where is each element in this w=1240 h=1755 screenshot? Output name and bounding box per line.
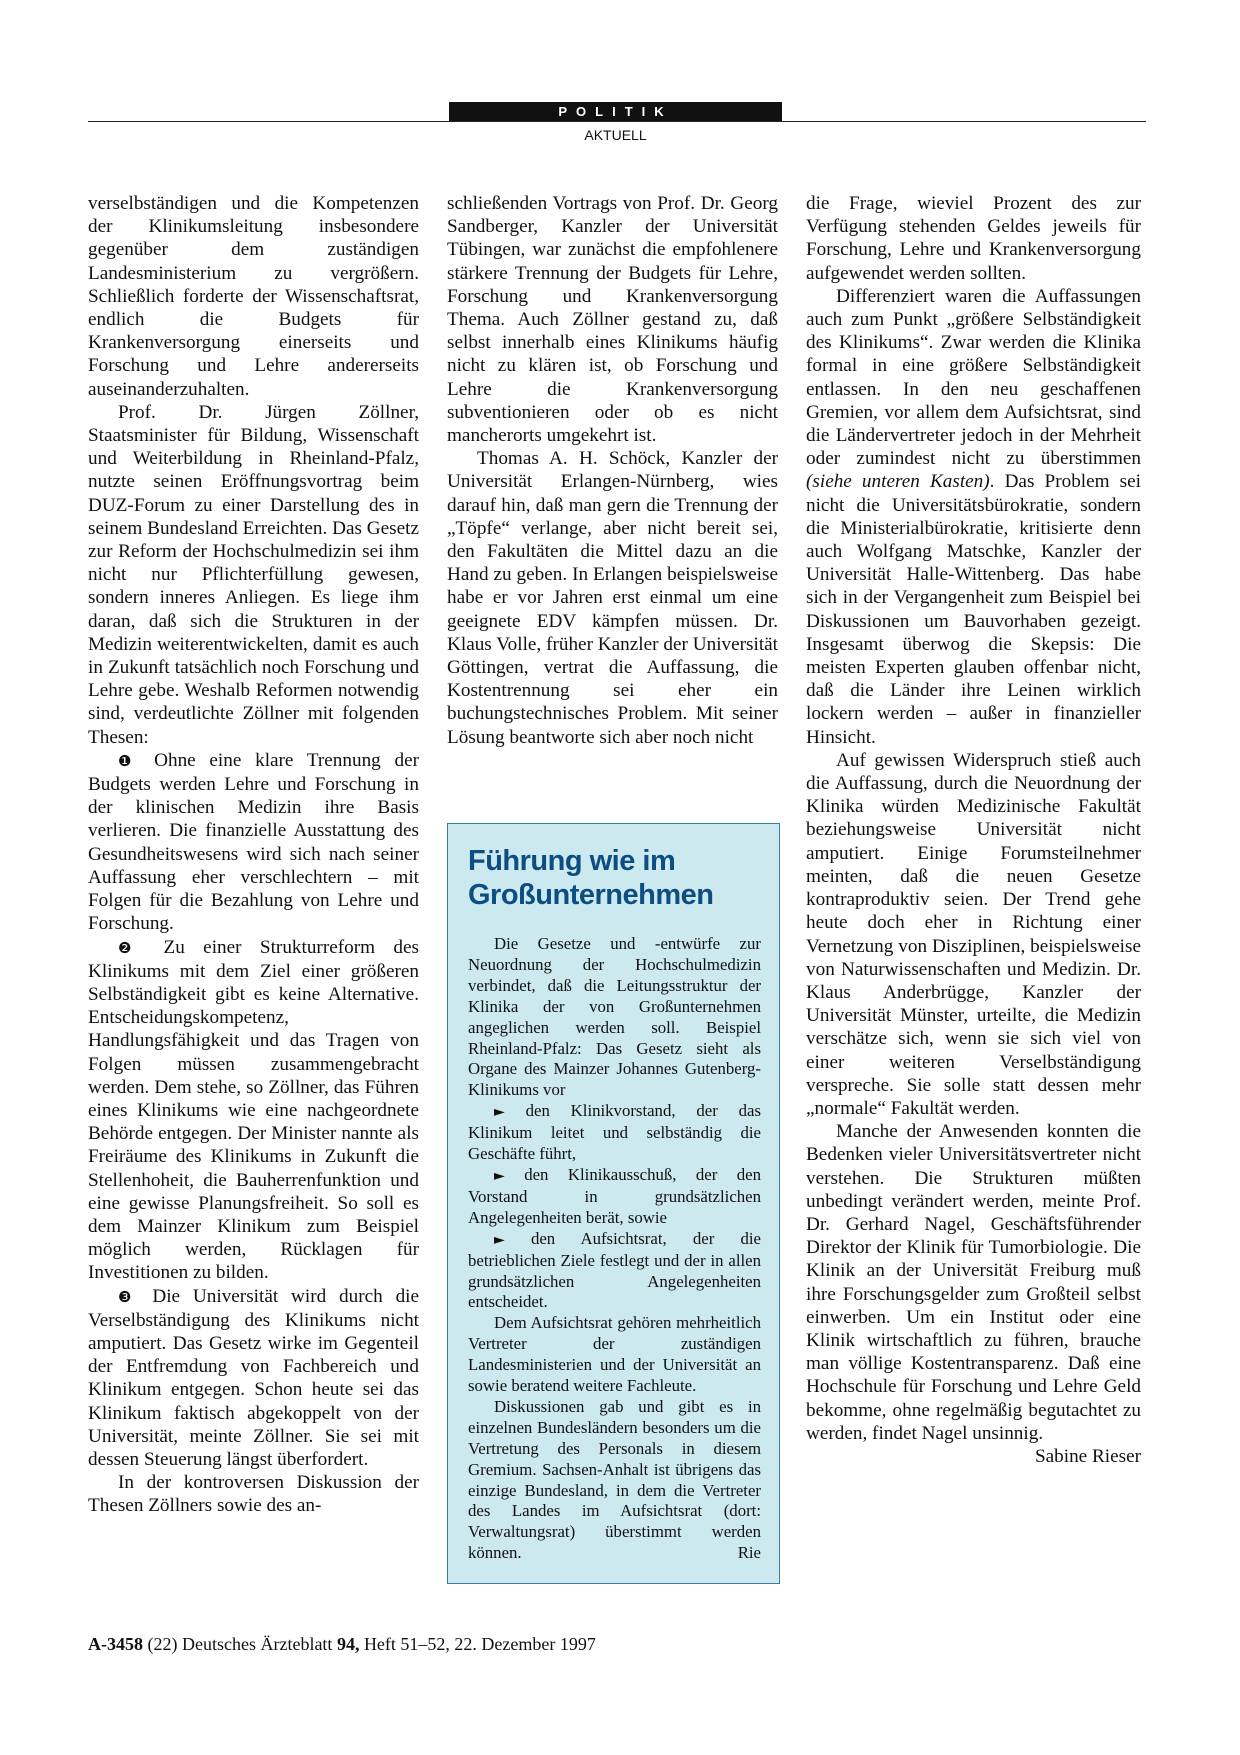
- page-number: A-3458: [88, 1634, 143, 1654]
- author-name: Sabine Rieser: [1034, 1445, 1141, 1467]
- paragraph: schließenden Vortrags von Prof. Dr. Georg Sandberger, Kanzler der Universität Tübingen, war zunächst die empfohlenere stärkere Trennung der Budgets für Lehre, Forschung und Krankenversorgung Thema. Auch Zöllner gestand zu, daß selbst innerhalb eines Klinikums häufig nicht zu klären ist, ob Forschung und Lehre die Krankenversorgung subventionieren oder ob es nicht mancherorts umgekehrt ist.: [447, 193, 778, 447]
- arrow-right-icon: ►: [494, 1167, 505, 1184]
- box-body: [468, 934, 761, 1564]
- paragraph-text: . Das Problem sei nicht die Universitätsbürokratie, sondern die Ministerialbürokratie, kritisierte denn auch Wolfgang Matschke, Kanzler der Universität Halle-Wittenberg. Das habe sich in der Vergangenheit zum Beispiel bei Diskussionen um Bauvorhaben gezeigt. Insgesamt überwog die Skepsis: Die meisten Experten glauben offenbar nicht, daß die Länder ihre Leinen wirklich lockern werden – außer in finanzieller Hinsicht.: [806, 471, 1141, 748]
- thesis-2: [88, 936, 419, 1285]
- number-3-icon: ❸: [118, 1287, 140, 1306]
- paragraph: Prof. Dr. Jürgen Zöllner, Staatsminister für Bildung, Wissenschaft und Weiterbildung in Rheinland-Pfalz, nutzte seinen Eröffnungsvortrag beim DUZ-Forum zu einer Darstellung des in seinem Bundesland Erreichten. Das Gesetz zur Reform der Hochschulmedizin sei ihm nicht nur Pflichterfüllung gewesen, sondern inneres Anliegen. Es liege ihm daran, daß sich die Strukturen in der Medizin weiterentwickelten, damit es auch in Zukunft tatsächlich noch Forschung und Lehre gebe. Weshalb Reformen notwendig sind, verdeutlichte Zöllner mit folgenden Thesen:: [88, 401, 419, 748]
- article-column-3: [806, 192, 1141, 1468]
- box-bullet-3: [468, 1229, 761, 1314]
- bullet-text: den Klinikvorstand, der das Klinikum leitet und selbständig die Geschäfte führt,: [468, 1101, 761, 1164]
- thesis-text: Die Universität wird durch die Verselbständigung des Klinikums nicht amputiert. Das Gesetz wirke im Gegenteil der Entfremdung von Fachbereich und Klinikum entgegen. Schon heute sei das Klinikum faktisch abgekoppelt von der Universität, meinte Zöllner. Sie sei mit dessen Steuerung längst überfordert.: [88, 1285, 420, 1470]
- box-title-line-1: Führung wie im: [468, 845, 676, 877]
- box-title-line-2: Großunternehmen: [468, 879, 714, 911]
- thesis-text: Zu einer Strukturreform des Klinikums mit dem Ziel einer größeren Selbständigkeit gibt es keine Alternative. Entscheidungskompetenz, Handlungsfähigkeit und das Tragen von Folgen müssen zusammengebracht werden. Dem stehe, so Zöllner, das Führen eines Klinikums wie eine nachgeordnete Behörde entgegen. Der Minister nannte als Freiräume des Klinikums in Zukunft die Stellenhoheit, die Bauherrenfunktion und eine gewisse Planungsfreiheit. So soll es dem Mainzer Klinikum zum Beispiel möglich werden, Rücklagen für Investitionen zu bilden.: [88, 936, 420, 1284]
- arrow-right-icon: ►: [494, 1104, 505, 1121]
- footer-issue: Heft 51–52, 22. Dezember 1997: [363, 1634, 596, 1654]
- number-1-icon: ❶: [118, 751, 141, 770]
- paragraph: die Frage, wieviel Prozent des zur Verfügung stehenden Geldes jeweils für Forschung, Lehre und Krankenversorgung aufgewendet werden sollten.: [806, 193, 1141, 284]
- number-2-icon: ❷: [118, 938, 146, 957]
- footer-journal: (22) Deutsches Ärzteblatt: [147, 1634, 333, 1654]
- paragraph: verselbständigen und die Kompetenzen der Klinikumsleitung insbesondere gegenüber dem zuständigen Landesministerium zu vergrößern. Schließlich forderte der Wissenschaftsrat, endlich die Budgets für Krankenversorgung einerseits und Forschung und Lehre andererseits auseinanderzuhalten.: [88, 193, 419, 400]
- article-column-2: [447, 192, 778, 749]
- article-column-1: [88, 192, 419, 1518]
- bullet-text: den Aufsichtsrat, der die betrieblichen Ziele festlegt und der in allen grundsätzlichen Angelegenheiten entscheidet.: [468, 1228, 761, 1312]
- box-bullet-2: [468, 1165, 761, 1229]
- page-footer: [88, 1634, 596, 1655]
- box-title: [468, 844, 761, 912]
- subsection-label: AKTUELL: [584, 127, 647, 143]
- paragraph-text: Differenziert waren die Auffassungen auch zum Punkt „größere Selbständigkeit des Klinikums“. Zwar werden die Klinika formal in eine größere Selbständigkeit entlassen. In den neu geschaffenen Gremien, vor allem dem Aufsichtsrat, sind die Ländervertreter jedoch in der Mehrheit oder zumindest nicht zu überstimmen: [806, 285, 1141, 470]
- footer-volume: 94,: [336, 1634, 360, 1654]
- header-rule: [88, 121, 1146, 122]
- paragraph: Thomas A. H. Schöck, Kanzler der Universität Erlangen-Nürnberg, wies darauf hin, daß man gern die Trennung der „Töpfe“ verlange, aber nicht bereit sei, den Fakultäten die Mittel dazu an die Hand zu geben. In Erlangen beispielsweise habe er vor Jahren erst einmal um eine geeignete EDV kämpfen müssen. Dr. Klaus Volle, früher Kanzler der Universität Göttingen, vertrat die Auffassung, die Kostentrennung sei eher ein buchungstechnisches Problem. Mit seiner Lösung beantworte sich aber noch nicht: [447, 448, 778, 748]
- box-signature: Rie: [737, 1543, 761, 1563]
- thesis-text: Ohne eine klare Trennung der Budgets werden Lehre und Forschung in der klinischen Medizin ihre Basis verlieren. Die finanzielle Ausstattung des Gesundheitswesens wird sich nach seiner Auffassung eher verschlechtern – mit Folgen für die Bezahlung von Lehre und Forschung.: [88, 749, 419, 935]
- info-box: [447, 823, 780, 1584]
- paragraph: Auf gewissen Widerspruch stieß auch die Auffassung, durch die Neuordnung der Klinika würden Medizinische Fakultät beziehungsweise Universität nicht amputiert. Einige Forumsteilnehmer meinten, daß die neuen Gesetze kontraproduktiv seien. Der Trend gehe heute doch eher in Richtung einer Vernetzung von Disziplinen, beispielsweise von Naturwissenschaften und Medizin. Dr. Klaus Anderbrügge, Kanzler der Universität Münster, urteilte, die Medizin verschätze sich, wenn sie sich viel von einer weiteren Verselbständigung verspreche. Sie solle statt dessen mehr „normale“ Fakultät werden.: [806, 749, 1141, 1119]
- box-paragraph: [468, 1397, 761, 1564]
- paragraph-text: Manche der Anwesenden konnten die Bedenken vieler Universitätsvertreter nicht verstehen. Die Strukturen müßten unbedingt verändert werden, meinte Prof. Dr. Gerhard Nagel, Geschäftsführender Direktor der Klinik für Tumorbiologie. Die Klinik an der Universität Freiburg muß ihre Forschungsgelder zum Großteil selbst einwerben. Um ein Institut oder eine Klinik wirtschaftlich zu führen, brauche man völlige Kostentransparenz. Daß eine Hochschule für Forschung und Lehre Geld bekomme, ohne regelmäßig begutachtet zu werden, findet Nagel unsinnig.: [806, 1121, 1141, 1444]
- arrow-right-icon: ►: [494, 1231, 505, 1248]
- thesis-3: [88, 1285, 419, 1472]
- box-paragraph: Dem Aufsichtsrat gehören mehrheitlich Vertreter der zuständigen Landesministerien und der Universität an sowie beratend weitere Fachleute.: [468, 1313, 761, 1396]
- thesis-1: [88, 749, 419, 936]
- box-bullet-1: [468, 1101, 761, 1165]
- box-paragraph-text: Diskussionen gab und gibt es in einzelnen Bundesländern besonders um die Vertretung des Personals in diesem Gremium. Sachsen-Anhalt ist übrigens das einzige Bundesland, in dem die Vertreter des Landes im Aufsichtsrat (dort: Verwaltungsrat) überstimmt werden können.: [468, 1396, 761, 1563]
- paragraph: [806, 285, 1141, 749]
- paragraph: In der kontroversen Diskussion der Thesen Zöllners sowie des an-: [88, 1472, 419, 1517]
- paragraph: [806, 1120, 1141, 1467]
- box-reference: (siehe unteren Kasten): [806, 471, 990, 493]
- box-paragraph: Die Gesetze und -entwürfe zur Neuordnung der Hochschulmedizin verbindet, daß die Leitungsstruktur der Klinika der von Großunternehmen angeglichen werden soll. Beispiel Rheinland-Pfalz: Das Gesetz sieht als Organe des Mainzer Johannes Gutenberg-Klinikums vor: [468, 934, 761, 1100]
- section-label: POLITIK: [449, 102, 782, 122]
- bullet-text: den Klinikausschuß, der den Vorstand in grundsätzlichen Angelegenheiten berät, sowie: [468, 1164, 761, 1227]
